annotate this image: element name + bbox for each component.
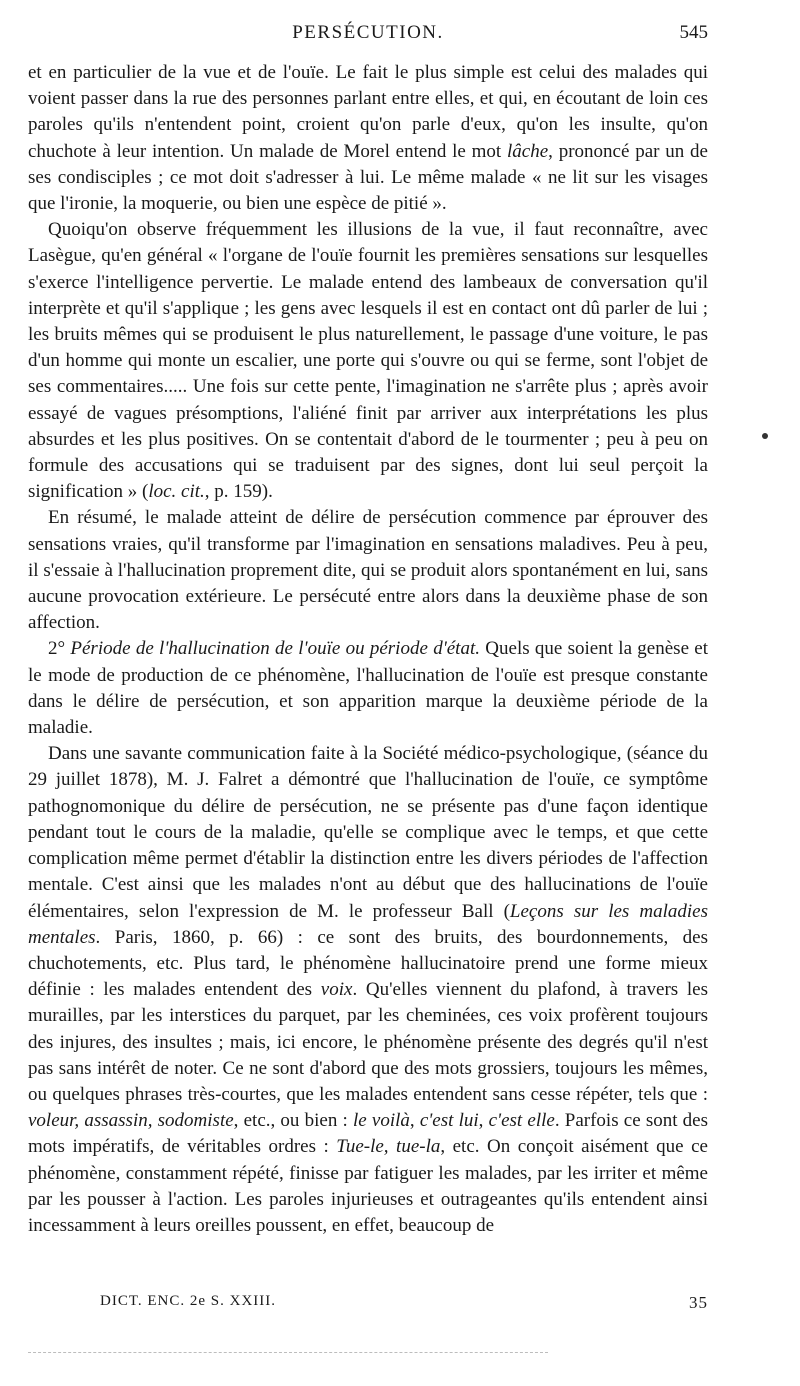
italic-run: voix [320, 979, 353, 1001]
text-run: , etc. On conçoit aisément que ce phénomène, constamment répété, finisse par fatiguer les malades, par les irriter et même par les pousser à l'action. Les paroles injurieuses et outrageantes qu'ils entendent ainsi incessamment à leurs oreilles poussent, en effet, beaucoup de [28, 1136, 708, 1236]
paragraph [28, 636, 708, 741]
italic-run: Période de l'hallucination de l'ouïe ou période d'état. [70, 638, 480, 660]
text-run: . Paris, 1860, p. 66) : ce sont des bruits, des bourdonnements, des chuchotements, etc. Plus tard, le phénomène hallucinatoire prend une forme mieux définie : les malades entendent des [28, 926, 708, 1001]
italic-run: c'est elle [488, 1110, 555, 1132]
page-number: 545 [679, 22, 708, 43]
paragraph [28, 741, 708, 1239]
italic-run: voleur, assassin, sodomiste [28, 1110, 234, 1132]
margin-dot-mark [762, 433, 768, 439]
italic-run: loc. cit. [148, 481, 205, 503]
text-run: . Parfois ce sont des mots impératifs, de véritables ordres : [28, 1110, 709, 1158]
text-run: 2° [48, 638, 71, 660]
text-run: . Qu'elles viennent du plafond, à travers les murailles, par les interstices du parquet, par les cheminées, ces voix profèrent toujours des injures, des insultes ; mais, ici encore, le phénomène présente des degrés qu'il n'est pas sans intérêt de noter. Ce ne sont d'abord que des mots grossiers, toujours les mêmes, ou quelques phrases très-courtes, que les malades entendent sans cesse répéter, tels que : [28, 979, 708, 1105]
text-run: , etc., ou bien : [233, 1110, 353, 1132]
italic-run: le voilà [352, 1110, 410, 1132]
paragraph [28, 217, 708, 505]
text-run: , p. 159). [204, 481, 273, 503]
italic-run: Leçons sur les maladies mentales [28, 900, 708, 948]
text-run: , prononcé par un de ses condisciples ; ce mot doit s'adresser à lui. Le même malade « ne lit sur les visages que l'ironie, la moquerie, ou bien une espèce de pitié ». [28, 140, 708, 215]
text-run: et en particulier de la vue et de l'ouïe. Le fait le plus simple est celui des malades qui voient passer dans la rue des personnes parlant entre elles, et qui, en écoutant de loin ces paroles qu'ils n'entendent point, croient qu'on parle d'eux, qu'on les insulte, qu'on chuchote à leur intention. Un malade de Morel entend le mot [28, 62, 708, 162]
italic-run: Tue-le, tue-la [336, 1136, 441, 1158]
paragraph [28, 60, 708, 217]
paragraph [28, 505, 708, 636]
bottom-rule [28, 1352, 548, 1353]
page-header [28, 22, 708, 46]
printer-signature: DICT. ENC. 2e S. XXIII. [100, 1293, 277, 1309]
body-text [28, 60, 708, 1239]
italic-run: c'est lui [419, 1110, 479, 1132]
running-head: PERSÉCUTION. [292, 22, 444, 43]
italic-run: lâche [507, 140, 549, 162]
sheet-number: 35 [689, 1293, 708, 1312]
text-run: , [409, 1110, 420, 1132]
page-footer [100, 1293, 708, 1319]
text-run: Dans une savante communication faite à la Société médico-psychologique, (séance du 29 juillet 1878), M. J. Falret a démontré que l'hallucination de l'ouïe, ce symptôme pathognomonique du délire de persécution, ne se présente pas d'une façon identique pendant tout le cours de la maladie, qu'elle se complique avec le temps, et que cette complication même permet d'établir la distinction entre les divers périodes de l'affection mentale. C'est ainsi que les malades n'ont au début que des hallucinations de l'ouïe élémentaires, selon l'expression de M. le professeur Ball ( [28, 743, 708, 922]
text-run: En résumé, le malade atteint de délire de persécution commence par éprouver des sensations vraies, qu'il transforme par l'imagination en sensations maladives. Peu à peu, il s'essaie à l'hallucination proprement dite, qui se produit alors spontanément en lui, sans aucune provocation extérieure. Le persécuté entre alors dans la deuxième phase de son affection. [28, 507, 708, 634]
text-run: , [478, 1110, 489, 1132]
text-run: Quoiqu'on observe fréquemment les illusions de la vue, il faut reconnaître, avec Lasègue, qu'en général « l'organe de l'ouïe fournit les premières sensations sur lesquelles s'exerce l'intelligence pervertie. Le malade entend des lambeaux de conversation qu'il interprète et qu'il s'applique ; les gens avec lesquels il est en contact ont dû parler de lui ; les bruits mêmes qui se produisent le plus naturellement, le passage d'une voiture, le pas d'un homme qui monte un escalier, une porte qui s'ouvre ou qui se ferme, sont l'objet de ses commentaires..... Une fois sur cette pente, l'imagination ne s'arrête plus ; après avoir essayé de vagues présomptions, l'aliéné finit par arriver aux interprétations les plus absurdes et les plus positives. On se contentait d'abord de le tourmenter ; peu à peu on formule des accusations qui se traduisent par des signes, dont lui seul perçoit la signification » ( [28, 219, 708, 503]
text-run: Quels que soient la genèse et le mode de production de ce phénomène, l'hallucination de l'ouïe est presque constante dans le délire de persécution, et son apparition marque la deuxième période de la maladie. [28, 638, 708, 739]
